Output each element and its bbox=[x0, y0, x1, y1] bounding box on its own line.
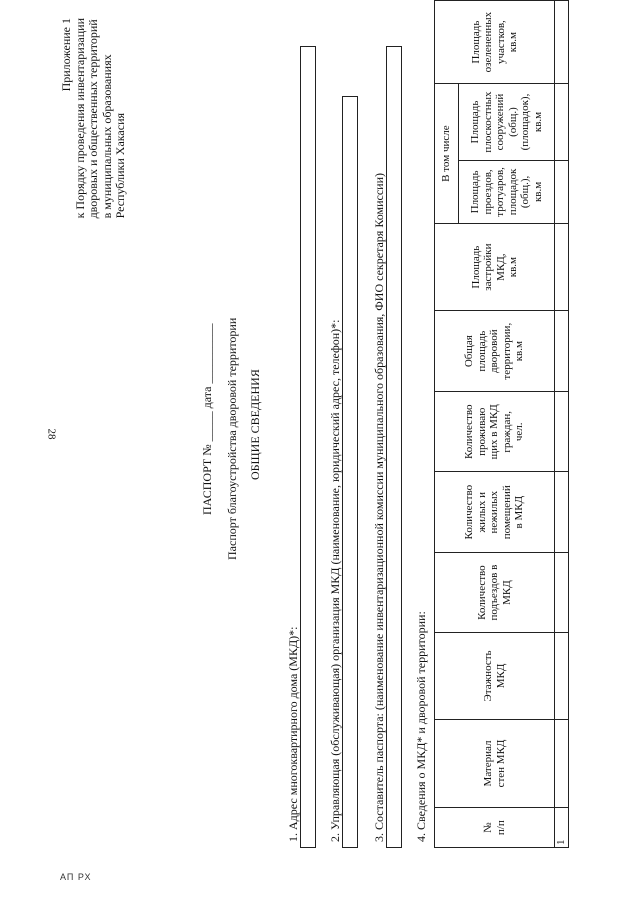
field-label-compiler: 3. Составитель паспорта: (наименование инвентаризационной комиссии муниципального образования, ФИО секретаря Комиссии) bbox=[372, 173, 386, 842]
compiler-field[interactable] bbox=[386, 46, 402, 848]
appendix-title: Приложение 1 bbox=[59, 18, 73, 92]
header-floors: Этажность МКД bbox=[435, 633, 555, 719]
header-flat-area: Площадь плоскостных сооружений (общ.) (площадок), кв.м bbox=[459, 84, 555, 161]
mkd-table bbox=[434, 0, 569, 848]
table-cell[interactable] bbox=[555, 472, 569, 552]
management-field[interactable] bbox=[342, 96, 358, 848]
table-cell[interactable] bbox=[555, 552, 569, 632]
footer-stamp: АП РХ bbox=[60, 872, 92, 882]
table-cell[interactable] bbox=[555, 719, 569, 808]
header-building-area: Площадь застройки МКД, кв.м bbox=[435, 223, 555, 310]
page-number: 28 bbox=[45, 428, 58, 440]
header-total-area: Общая площадь дворовой территории, кв.м bbox=[435, 311, 555, 392]
appendix-line: Республики Хакасия bbox=[113, 112, 127, 219]
table-cell[interactable] bbox=[555, 223, 569, 310]
table-cell[interactable] bbox=[555, 160, 569, 223]
appendix-block bbox=[60, 18, 128, 218]
header-num: № п/п bbox=[435, 808, 555, 848]
field-label-mkd-info: 4. Сведения о МКД* и дворовой территории: bbox=[414, 611, 428, 842]
section-title: ОБЩИЕ СВЕДЕНИЯ bbox=[248, 369, 262, 480]
header-entrances: Количество подъездов в МКД bbox=[435, 552, 555, 632]
header-green-area: Площадь озелененных участков, кв.м bbox=[435, 1, 555, 84]
field-label-address: 1. Адрес многоквартирного дома (МКД)*: bbox=[286, 626, 300, 842]
table-cell-row-number: 1 bbox=[555, 808, 569, 848]
table-cell[interactable] bbox=[555, 1, 569, 84]
appendix-line: дворовых и общественных территорий bbox=[86, 19, 100, 219]
passport-title: ПАСПОРТ № _____ дата __________ bbox=[200, 323, 214, 515]
table-cell[interactable] bbox=[555, 311, 569, 392]
header-rooms: Количество жилых и нежилых помещений в МКД bbox=[435, 472, 555, 552]
table-cell[interactable] bbox=[555, 633, 569, 719]
passport-subtitle: Паспорт благоустройства дворовой территории bbox=[225, 317, 239, 560]
appendix-line: в муниципальных образованиях bbox=[99, 54, 114, 219]
rotated-sheet bbox=[50, 0, 568, 860]
header-residents: Количество проживаю щих в МКД граждан, чел. bbox=[435, 392, 555, 472]
header-roads-area: Площадь проездов, тротуаров, площадок (общ.), кв.м bbox=[459, 160, 555, 223]
table-cell[interactable] bbox=[555, 392, 569, 472]
address-field[interactable] bbox=[300, 46, 316, 848]
header-including: В том числе bbox=[435, 84, 459, 224]
appendix-line: к Порядку проведения инвентаризации bbox=[72, 18, 87, 219]
table-cell[interactable] bbox=[555, 84, 569, 161]
field-label-management: 2. Управляющая (обслуживающая) организация МКД (наименование, юридический адрес, телефон)*: bbox=[328, 319, 342, 842]
header-material: Материал стен МКД bbox=[435, 719, 555, 808]
